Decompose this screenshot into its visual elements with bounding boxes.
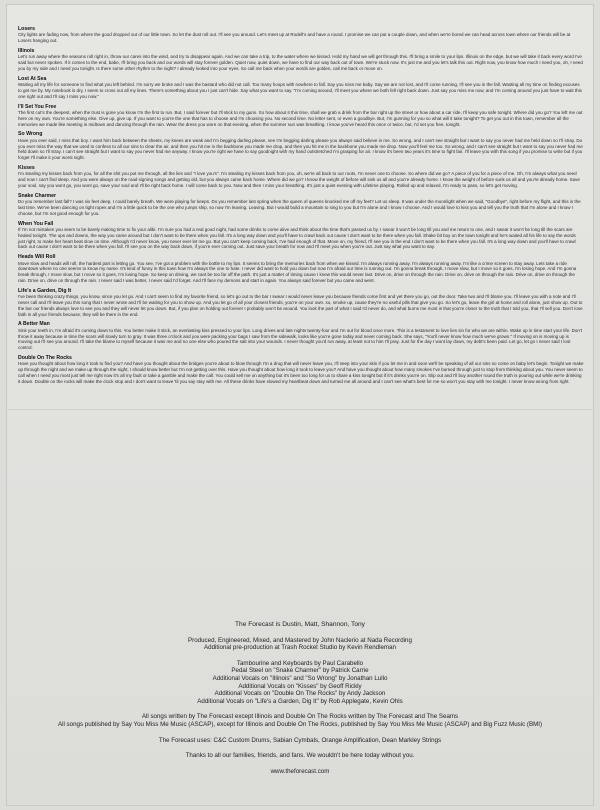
song-illinois xyxy=(18,48,584,72)
song-title: Snake Charmer xyxy=(18,192,57,199)
song-lyrics: Sink your teeth in, I'm afraid it's coming down to this. You better make it stick, an everlasting kiss pressed to your lips. Long drives and late nights twenty-four and I'm out for blood once more. This is a testament to love lies sin for who we are within. Wake up in time start your life. Don't throw it away because in time the scars will slowly turn to gray. It was three o'clock and you were packing your bags I saw from the sidewalk, looks like you're gone today and never coming back. She says, "You'll never know how much we've grown." If moving on is moving up is moving out I'll see you around. I'll take the blame to myself because it was me and no one else who poured the salt into your wounds. I never thought you'd run away, at least not to him I'll pray. Just for the day I wont lay down, my debt's been paid. Let go, let go I never said I lost control. xyxy=(18,327,582,351)
lyrics-section xyxy=(18,26,584,389)
vocals-credit-kisses: Additional Vocals on "Kisses" by Geoff Rickly xyxy=(238,682,362,690)
website-link[interactable]: www.theforecast.com xyxy=(270,767,330,775)
tambourine-credit: Tambourine and Keyboards by Paul Carabello xyxy=(236,659,364,667)
song-title: Losers xyxy=(18,26,36,32)
song-when-you-fall xyxy=(18,221,584,251)
preproduction-credit: Additional pre-production at Trash Rocket Studio by Kevin Rendleman xyxy=(204,644,396,652)
pedal-steel-credit: Pedal Steel on "Snake Charmer" by Patrick Carrie xyxy=(231,667,369,675)
song-title: Lost At Sea xyxy=(18,75,47,82)
song-title: I'll Set You Free xyxy=(18,103,57,110)
song-title: So Wrong xyxy=(18,131,43,138)
songwriting-credit: All songs written by The Forecast except Illinois and Double On The Rocks written by The Forecast and The Seams xyxy=(141,713,459,721)
song-lifes-a-garden xyxy=(18,288,584,318)
song-lyrics: Let's run away where the seasons roll right in, throw our cares into the wind, and try to disappear again. And we can take a trip, to the water where we kissed. Hold my hand we will get through this. I'll bring a smile to your lips. Illinois on the edge, but we will take it back every word I've said but never spoken. If it comes to the end, babe, I'll bring you back and our words will stay forever golden. Quiet now, quiet down, we have to find our way back out of town. We're stuck now. It's just me and you let's talk this out. Right now, you know how much I need you, oh, I need you by my side and I need you tonight. Is there some other rhythm to the night? I already looked into your eyes. So call me back when your words are golden, call me back or move on. xyxy=(18,54,583,71)
song-heads-will-roll xyxy=(18,254,584,284)
song-title: Illinois xyxy=(18,48,35,54)
song-lyrics: I'm stealing my kisses back from you, for all the shit you put me through, all the lies and "I love you's". I'm stealing my kisses back from you, oh, we're all back to our roots, I'm never one to choose. So where did we go? A piece of you for a piece of me. Oh, I'm always what you need and now I can't find sleep. And you were always on the road signing songs and getting old, but you always came back home. Where did we go? I know the weight of before will sink us all and you're already home. I know the weight of before sunk us all and you're already home. Save your soul, say you wont go, you wont go, save your soul and I'll be right back home. I will come back to you. Now and then I miss your breathing. It's just a quiet evening with Lifetime playing. Rolled up and relaxed, I'm ready to pass, so let's get moving. xyxy=(18,171,580,188)
song-ill-set-you-free xyxy=(18,104,584,128)
song-snake-charmer xyxy=(18,193,584,217)
vocals-credit-double: Additional Vocals on "Double On The Rocks" by Andy Jackson xyxy=(214,690,386,698)
song-lyrics: Have you ever said, I miss that boy. I want him back between the sheets, my knees are weak and I'm begging darling please, see I'm begging darling please you always said believe in me. So wrong, and I can't see straight but I want to say you never had me held down so I'll stray. Do you ever miss the way that we used to confess to all our sins to clear the air, and then you hit me in the backbone you made me drop, and then you hit me in the backbone you made me drop. Now you'll feel me too. So wrong, and I can't see straight but I want to say you never had me held down so I'll stray. I can't see straight but I want to say you never had me anyway. I know you're right we have to say goodnight with my hand outstretched I'm grasping for air. I know it's been two years it's time to fight fair. I'll leave you with this song if you promise to write but if you forget I'll make it your worst night. xyxy=(18,137,583,161)
song-kisses xyxy=(18,165,584,189)
credits-section xyxy=(6,621,594,775)
vocals-credit-illinois: Additional Vocals on "Illinois" and "So Wrong" by Jonathan Lullo xyxy=(212,674,388,682)
song-lyrics: I've been thinking crazy things, you know, since you let go. And I can't seem to find my favorite friend, so let's go out to the bar I swear I would never leave you because friends come first and yet there you go, out the door. Take two and I'll blame you. I'll leave you with a note and I'll never call and I'll leave you this song that I never wrote and I'll be waiting for you to show up. And you let go of all your closest friends, you're on your own. so, smoke up, cause they're no useful pills that give you go. So let's go, leave the girl at home and roll alone, just show up. Out to the bar our friends always love to see you and they will never let you down. But, if you plan on holding out forever I probably won't be around. You look the part of what I said I'd never do, and what burns me most is that you're closer to the truth that I told you, that I'll sell you. Don't lose faith in all your friends because, they will be there in the end. xyxy=(18,294,583,317)
song-so-wrong xyxy=(18,131,584,161)
song-lyrics: Have you thought about how long it took to find you? And have you thought about the bridges you're about to blow through I'm a drug that will never leave you, I'll seep into your skin if you let me in and soon we'll be speaking of all our sins so come on baby let's begin. Tonight we make up through the night and we make up through the night, I should know better but I'm not getting over this. Have you thought about how long it took to leave you? And have you thought about how many smokes I've burned through just to stop from thinking about you. You never seem to call when I need you most just tell me right now it's all my fault or take a gamble and make the call. You could sell me on anything but it's been too long for us to share a kiss tonight but if it's drinks you're on. Slip out and I'll buy another round the truth is pouring out while we're drinking it down. Double on the rocks will make the clock stop and I don't want to leave 'til you say stay with me. All these drinks have slowed my heartbeat down and turned me all around and I can't see what's best for me so won't you stay with me tonight. I never know wrong from right. xyxy=(18,361,584,384)
song-title: Heads Will Roll xyxy=(18,254,56,261)
fold-line xyxy=(6,409,594,410)
song-losers xyxy=(18,26,584,44)
song-title: When You Fall xyxy=(18,220,54,227)
song-lyrics: Waiting all my life for someone to find what you left behind. I'm sorry we broke and I was the bastard who did not call. Too many hoops with nowhere to fall. Say you miss me baby. Say we are not lost, and I'll come running, I'll see you in the fall. Wasting all my time on finding excuses to get me by. My notebook is dry, I seem to cross out all my lines. There's something about you I just can't hide. Say what you want to say. "I'm coming around, I'll meet you where we both fell right back down. Just say you miss me now, and I'm coming around you just have to wait this one right out and I'll say I miss you now." xyxy=(18,82,582,99)
song-lost-at-sea xyxy=(18,76,584,100)
thanks-note: Thanks to all our families, friends, and fans. We wouldn't be here today without you. xyxy=(185,752,415,760)
song-lyrics: The first cut's the deepest, when the trust is gone you know I'm the first to run. But, I said forever but I'll stick to my guns. So how about it this time, shall we grab a drink from the bar right up the street or how about a car ride, I'll keep you safe tonight. Where did you go? You left me out here on my own. You're something else. Give up, give up. If you want to you're the one that has to choose and I'm choosing you. No second time. No letter sent, or even a goodbye. But, I'm gunning for you so what will it take tonight? To get you out in this town, remember all the memories we made like meeting in midtown and dancing through the rain. Wear the dress you wore on that evening, when the summer sun was breathing. I know you've heard this once or twice, but, I'd set you free, tonight. xyxy=(18,110,583,127)
song-title: Double On The Rocks xyxy=(18,354,72,361)
song-lyrics: Do you remember last fall? I was six feet deep, I could barely breath. We were playing for keeps. Do you remember last spring when the queen of queens knocked me off my feet? Let us sleep. It was under the moonlight when we said, "Goodbye", right before my flight, and this is the last time. We've been dancing on tight ropes and I'm a little quick to be the one who jumps ship, so now I'm leaving. Leaving. But I would build a mountain to sing to you but I'm alone and I know I choose. And I would love to kiss you and tell you the truth that I'm alone and I know I choose, but I'm not good enough for you. xyxy=(18,199,581,216)
song-a-better-man xyxy=(18,321,584,351)
publishing-credit: All songs published by Say You Miss Me Music (ASCAP), except for Illinois and Double On The Rocks, published by Say You Miss Me Music (ASCAP) and Big Fuzz Music (BMI) xyxy=(57,720,543,728)
song-lyrics: City lights are fading now, from where the good dropped out of our little town. So let the dust roll out. I'll see you around. Let's meet up at Rodell's and have a round. I promise we can put a couple down, and when we're bored we can head across town where our friends will be at Losers hanging out. xyxy=(18,32,571,44)
song-title: A Better Man xyxy=(18,321,50,328)
song-title: Kisses xyxy=(18,164,35,171)
song-title: Life's a Garden, Dig It xyxy=(18,287,72,294)
song-lyrics: Move slow and heads will roll, the hardest part is letting go. You see, I've got a problem with the bottle to my lips. It seems to bring the memories back from when we kissed. I'm always running away. I'm always running away. I'm like a crime screen to stay away. Lets take a ride downtown where no one seems to know my name. It's kind of funny in this town how I'm always the one to hate. I never did want to hold you down but now I'm afraid our time is running out. I'm gonna break through, I move slow, but I move so it goes, I'm losing hope. And I'm gonna break through, I move slow, but I move so it goes, I'm losing hope. So keep on driving, we cant be too far off the path. It's just a matter of timing cause I knew this would never last. Drive on, drive on through the rain. Drive on, drive on through the rain. Drive on, drive on through the rain. Drive on, drive on through the rain. I never said I was better, I never said I'd forget. And I'll face my demons and start in again. You always said forever but you came and went. xyxy=(18,260,577,283)
song-double-on-the-rocks xyxy=(18,355,584,385)
endorsements: The Forecast uses: C&C Custom Drums, Sabian Cymbals, Orange Amplification, Dean Markley Strings xyxy=(158,736,442,744)
lyric-sheet xyxy=(6,4,594,806)
song-lyrics: If I'm not mistaken you seem to be barely making time to fix your alibi. I'm sure you had a real good night, had some drinks to come alive and think about the time that's passed us by. I swear it won't be long till you and me return to one, and I swear it won't be long till the scars are healed tonight. The ups and downs, the way you came around but I don't want to be there when you fall. It's a long way down and you'll have to crawl back out cause I don't want to be there when you fall. Shake bit boy on the town tonight and he's waited all his life to say the words just right, to make her heart beat slow on time. Although I'd never know, you never ever let me go. But you can't keep coming back, I've had enough of that. Move on, my friend, I'll see you in the end I don't want to be there when you fall. It's a long way down and you'll have to crawl back out cause I don't want to be there when you fall. I'll see you on the way back down, if you're ever coming out. Just save your breath for now and I'll meet you when you're out. Just say what you want to say. xyxy=(18,226,576,250)
band-lineup: The Forecast is Dustin, Matt, Shannon, Tony xyxy=(235,621,365,628)
vocals-credit-garden: Additional Vocals on "Life's a Garden, Dig It" by Rob Applegate, Kevin Ohls xyxy=(197,697,403,705)
production-credit: Produced, Engineered, Mixed, and Mastered by John Naclerio at Nada Recording xyxy=(188,636,412,644)
